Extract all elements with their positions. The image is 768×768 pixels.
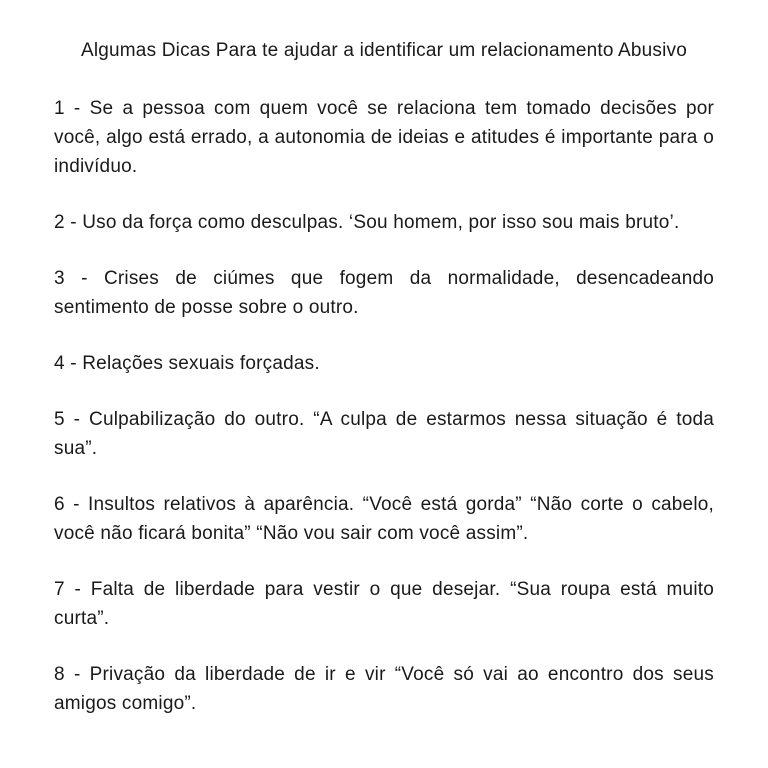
tip-item-3: 3 - Crises de ciúmes que fogem da normalidade, desencadeando sentimento de posse sobre o outro. xyxy=(54,268,714,318)
tip-item-8: 8 - Privação da liberdade de ir e vir “Você só vai ao encontro dos seus amigos comigo”. xyxy=(54,664,714,714)
page-title: Algumas Dicas Para te ajudar a identificar um relacionamento Abusivo xyxy=(80,40,688,61)
tip-item-6: 6 - Insultos relativos à aparência. “Você está gorda” “Não corte o cabelo, você não ficará bonita” “Não vou sair com você assim”. xyxy=(54,494,714,544)
tip-item-2: 2 - Uso da força como desculpas. ‘Sou homem, por isso sou mais bruto’. xyxy=(54,212,680,233)
tip-item-7: 7 - Falta de liberdade para vestir o que desejar. “Sua roupa está muito curta”. xyxy=(54,579,714,629)
tip-item-4: 4 - Relações sexuais forçadas. xyxy=(54,353,320,374)
tip-item-1: 1 - Se a pessoa com quem você se relaciona tem tomado decisões por você, algo está errado, a autonomia de ideias e atitudes é importante para o indivíduo. xyxy=(54,98,714,177)
tip-item-5: 5 - Culpabilização do outro. “A culpa de estarmos nessa situação é toda sua”. xyxy=(54,409,714,459)
